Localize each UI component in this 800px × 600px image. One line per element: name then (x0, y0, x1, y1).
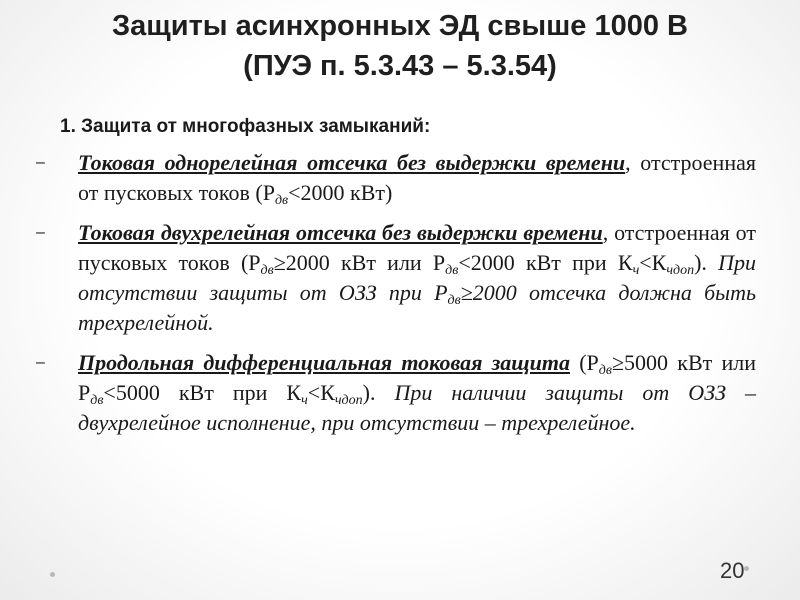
slide-title (0, 6, 800, 86)
body-text: отстроенная от пусковых токов (Р (78, 150, 756, 205)
dash-bullet: – (36, 354, 45, 371)
body-text: <К (307, 380, 335, 405)
title-line-1: Защиты асинхронных ЭД свыше 1000 В (112, 10, 688, 42)
subscript: ч (632, 263, 640, 278)
body-text: ). (694, 250, 707, 275)
corner-dot (50, 572, 55, 577)
body-text: отстроенная от пусковых токов (Р (78, 220, 756, 275)
corner-dot (744, 566, 749, 571)
page-number: 20 (720, 558, 745, 583)
italic-note: ≥2000 отсечка должна быть трехрелейной. (78, 280, 756, 335)
protection-type: Продольная дифференциальная токовая защита (78, 350, 570, 375)
subscript: дв (598, 363, 612, 378)
subscript: чдоп (666, 263, 695, 278)
body-text: <К (639, 250, 667, 275)
subscript: дв (447, 293, 461, 308)
italic-note: При отсутствии защиты от ОЗЗ при Р (78, 250, 757, 305)
body-text: <2000 кВт при К (458, 250, 633, 275)
dash-bullet: – (36, 224, 45, 241)
subscript: дв (274, 193, 289, 208)
body-text: <5000 кВт при К (103, 380, 302, 405)
dash-bullet: – (36, 154, 45, 171)
comma: , (625, 150, 631, 175)
subscript: ч (301, 393, 308, 408)
protection-type: Токовая однорелейная отсечка без выдержки времени (78, 150, 626, 175)
body-text: ≥2000 кВт или Р (273, 250, 446, 275)
section-heading: 1. Защита от многофазных замыканий: (60, 116, 431, 137)
comma: , (602, 220, 609, 245)
body-text: <2000 кВт) (288, 180, 393, 205)
subscript: дв (90, 393, 104, 408)
list-item (36, 218, 756, 338)
subscript: дв (260, 263, 274, 278)
body-text: ). (362, 380, 376, 405)
list-item (36, 148, 756, 208)
subscript: чдоп (334, 393, 363, 408)
protection-type: Токовая двухрелейная отсечка без выдержки времени (78, 220, 603, 245)
bullet-list (36, 148, 756, 448)
subscript: дв (445, 263, 459, 278)
italic-note: При наличии защиты от ОЗЗ – двухрелейное исполнение, при отсутствии – трехрелейное. (78, 380, 757, 435)
body-text: (Р (569, 350, 599, 375)
list-item (36, 348, 756, 438)
body-text: ≥5000 кВт или Р (78, 350, 757, 405)
title-line-2: (ПУЭ п. 5.3.43 – 5.3.54) (243, 50, 557, 82)
